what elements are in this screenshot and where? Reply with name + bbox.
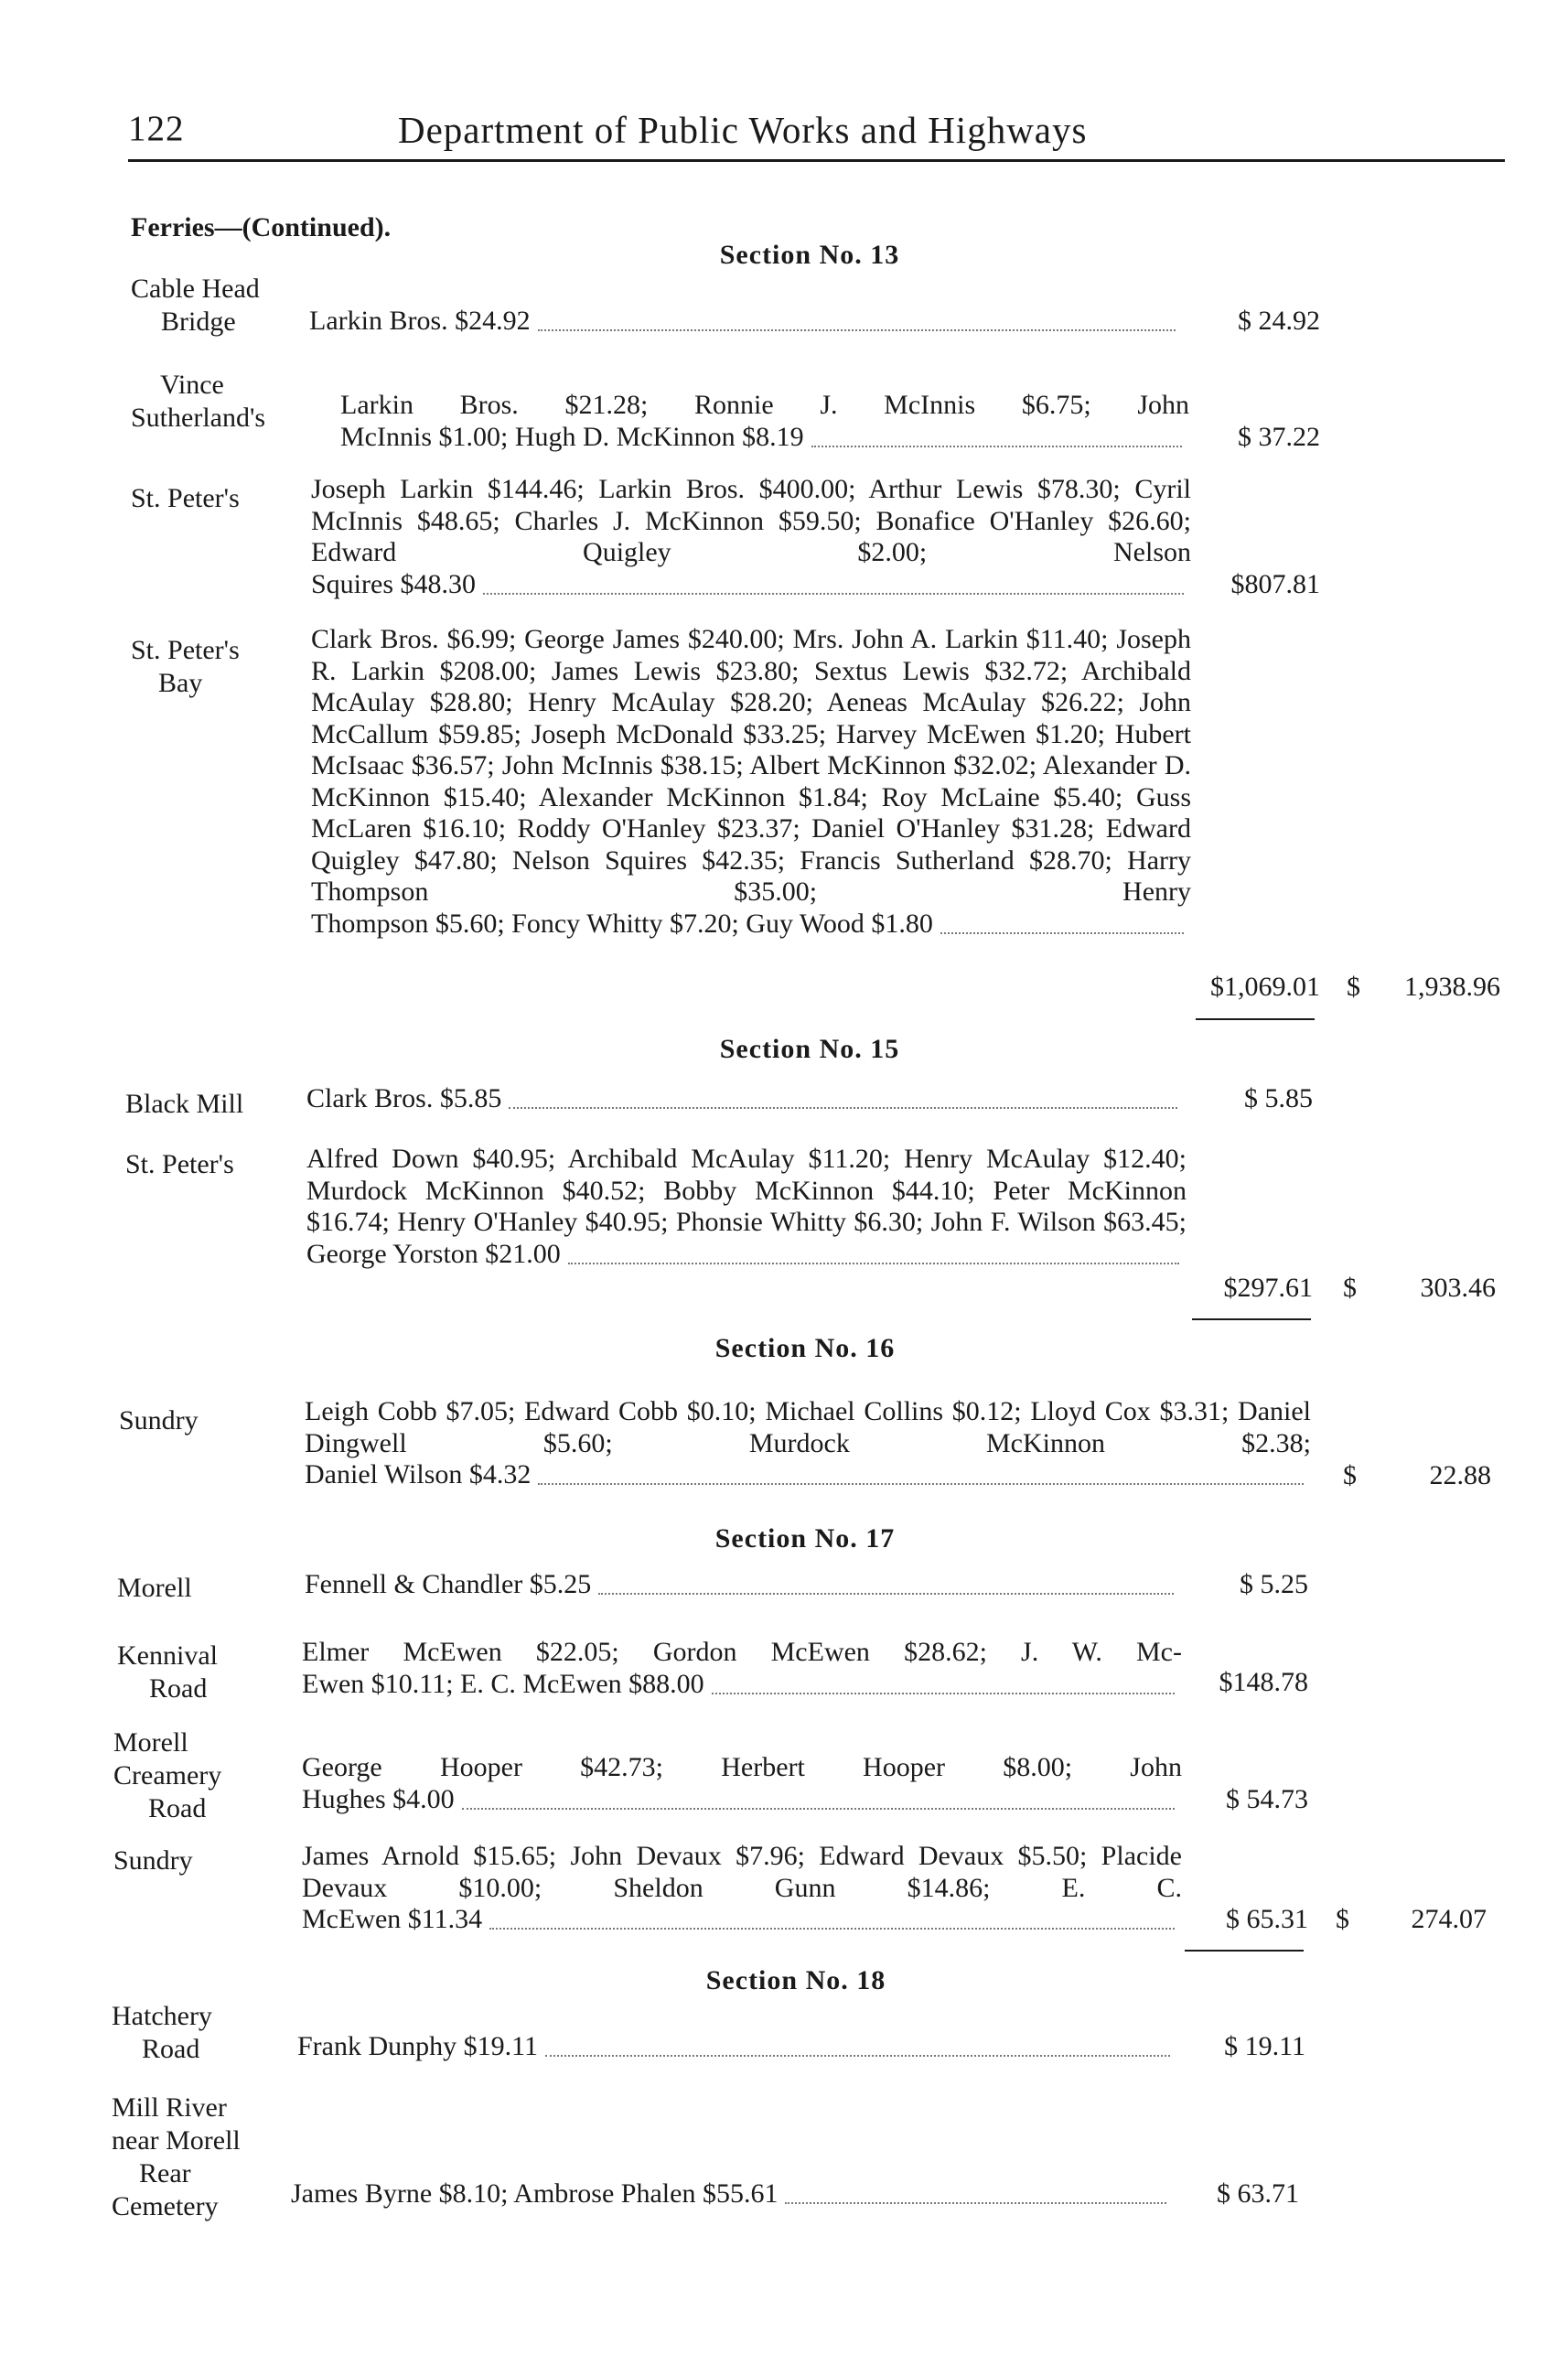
entry-text: Leigh Cobb $7.05; Edward Cobb $0.10; Michael Collins $0.12; Lloyd Cox $3.31; Daniel Dingwell $5.60; Murdock McKinnon $2.38; xyxy=(305,1396,1311,1458)
place-line: Creamery xyxy=(113,1760,222,1790)
place-morell-creamery-road xyxy=(113,1726,221,1825)
entry-text: Ewen $10.11; E. C. McEwen $88.00 xyxy=(302,1668,704,1699)
leader-dots xyxy=(940,925,1184,934)
place-mill-river xyxy=(112,2092,241,2223)
page-number: 122 xyxy=(128,109,185,148)
place-hatchery-road xyxy=(112,2000,212,2066)
leader-dots xyxy=(811,438,1182,447)
amount-vince-sutherlands: $ 37.22 xyxy=(1238,422,1320,452)
place-st-peters xyxy=(131,482,240,515)
place-line: St. Peter's xyxy=(131,483,240,513)
total-dollar-s13: $ xyxy=(1347,972,1360,1002)
amount-st-peters-bay: $1,069.01 xyxy=(1210,972,1320,1002)
leader-dots xyxy=(483,586,1184,595)
place-line: Vince xyxy=(160,370,224,400)
place-line: Black Mill xyxy=(125,1089,244,1119)
subtotal-rule xyxy=(1196,1018,1315,1020)
entry-text: McEwen $11.34 xyxy=(302,1904,483,1934)
place-cable-head-bridge xyxy=(131,273,260,339)
subtotal-rule xyxy=(1192,1318,1311,1320)
entry-text: Squires $48.30 xyxy=(311,568,476,599)
page-header xyxy=(128,108,1505,163)
place-line: Bridge xyxy=(161,306,236,337)
entry-mill-river xyxy=(291,2178,1174,2210)
leader-dots xyxy=(538,322,1176,331)
amount-kennival-road: $148.78 xyxy=(1219,1667,1308,1697)
entry-sundry-17 xyxy=(302,1841,1182,1936)
entry-st-peters xyxy=(311,474,1191,600)
entry-text: Daniel Wilson $4.32 xyxy=(305,1459,532,1489)
header-rule xyxy=(128,159,1505,162)
entry-text: George Yorston $21.00 xyxy=(306,1238,561,1269)
entry-text: Elmer McEwen $22.05; Gordon McEwen $28.62; J. W. Mc- xyxy=(302,1637,1182,1667)
entry-vince-sutherlands xyxy=(340,390,1189,453)
amount-morell-creamery-road: $ 54.73 xyxy=(1226,1784,1308,1814)
entry-st-peters-bay xyxy=(311,624,1191,940)
leader-dots xyxy=(568,1255,1179,1264)
entry-text: James Arnold $15.65; John Devaux $7.96; Edward Devaux $5.50; Placide Devaux $10.00; Sheldon Gunn $14.86; E. C. xyxy=(302,1841,1182,1903)
section-heading-17: Section No. 17 xyxy=(714,1523,896,1554)
place-line: Morell xyxy=(113,1727,188,1758)
entry-hatchery-road xyxy=(297,2031,1177,2063)
entry-text: Fennell & Chandler $5.25 xyxy=(305,1569,592,1599)
place-sundry-16 xyxy=(119,1404,199,1437)
total-s16: 22.88 xyxy=(1429,1460,1491,1490)
amount-st-peters-15: $297.61 xyxy=(1223,1273,1313,1303)
entry-text: Larkin Bros. $24.92 xyxy=(309,306,531,336)
place-line: Sundry xyxy=(113,1845,193,1876)
entry-kennival-road xyxy=(302,1637,1182,1700)
place-line: Road xyxy=(149,1673,208,1704)
amount-mill-river: $ 63.71 xyxy=(1217,2178,1299,2209)
place-line: Sutherland's xyxy=(131,403,266,433)
leader-dots xyxy=(598,1586,1174,1595)
place-line: Cable Head xyxy=(131,274,260,304)
place-st-peters-15 xyxy=(125,1148,234,1181)
entry-text: Joseph Larkin $144.46; Larkin Bros. $400.00; Arthur Lewis $78.30; Cyril McInnis $48.65; Charles J. McKinnon $59.50; Bonafice O'Hanley $26.60; Edward Quigley $2.00; Nelson xyxy=(311,474,1191,567)
place-vince-sutherlands xyxy=(131,369,266,435)
place-line: Bay xyxy=(158,668,203,698)
place-st-peters-bay xyxy=(131,634,240,700)
amount-sundry-17: $ 65.31 xyxy=(1226,1904,1308,1934)
total-dollar-s15: $ xyxy=(1343,1273,1357,1303)
place-morell xyxy=(117,1572,192,1605)
place-black-mill xyxy=(125,1088,243,1121)
entry-text: Hughes $4.00 xyxy=(302,1783,455,1814)
leader-dots xyxy=(538,1476,1304,1485)
leader-dots xyxy=(712,1685,1175,1694)
entry-cable-head-bridge xyxy=(309,306,1183,338)
continued-label: Ferries—(Continued). xyxy=(131,212,392,242)
place-line: Sundry xyxy=(119,1405,199,1436)
total-dollar-s16: $ xyxy=(1343,1460,1357,1490)
total-s13: 1,938.96 xyxy=(1404,972,1500,1002)
total-s15: 303.46 xyxy=(1420,1273,1496,1303)
total-s17: 274.07 xyxy=(1411,1904,1487,1934)
leader-dots xyxy=(462,1801,1175,1810)
entry-text: Clark Bros. $5.85 xyxy=(306,1083,502,1113)
leader-dots xyxy=(785,2195,1166,2204)
entry-text: Thompson $5.60; Foncy Whitty $7.20; Guy Wood $1.80 xyxy=(311,908,933,939)
entry-black-mill xyxy=(306,1083,1185,1115)
place-line: St. Peter's xyxy=(125,1149,234,1179)
entry-text: James Byrne $8.10; Ambrose Phalen $55.61 xyxy=(291,2178,779,2209)
entry-text: McInnis $1.00; Hugh D. McKinnon $8.19 xyxy=(340,421,804,452)
subtotal-rule xyxy=(1185,1950,1304,1952)
leader-dots xyxy=(509,1100,1177,1109)
amount-st-peters: $807.81 xyxy=(1230,569,1320,599)
entry-sundry-16 xyxy=(305,1396,1311,1491)
place-line: Cemetery xyxy=(112,2191,219,2221)
place-line: Road xyxy=(148,1793,207,1823)
place-line: St. Peter's xyxy=(131,635,240,665)
amount-morell: $ 5.25 xyxy=(1240,1569,1308,1599)
section-heading-15: Section No. 15 xyxy=(719,1034,900,1064)
amount-black-mill: $ 5.85 xyxy=(1244,1083,1313,1113)
amount-cable-head-bridge: $ 24.92 xyxy=(1238,306,1320,336)
entry-text: George Hooper $42.73; Herbert Hooper $8.00; John xyxy=(302,1752,1182,1782)
amount-hatchery-road: $ 19.11 xyxy=(1224,2031,1305,2061)
entry-st-peters-15 xyxy=(306,1144,1187,1270)
page-title: Department of Public Works and Highways xyxy=(398,109,1088,151)
total-dollar-s17: $ xyxy=(1336,1904,1349,1934)
place-sundry-17 xyxy=(113,1844,193,1877)
entry-text: Alfred Down $40.95; Archibald McAulay $11.20; Henry McAulay $12.40; Murdock McKinnon $40.52; Bobby McKinnon $44.10; Peter McKinnon $16.74; Henry O'Hanley $40.95; Phonsie Whitty $6.30; John F. Wilson $63.45; xyxy=(306,1144,1187,1237)
place-line: Morell xyxy=(117,1573,192,1603)
entry-morell-creamery-road xyxy=(302,1752,1182,1815)
leader-dots xyxy=(545,2048,1170,2057)
place-line: Hatchery xyxy=(112,2001,212,2031)
section-heading-16: Section No. 16 xyxy=(714,1333,896,1363)
entry-text: Frank Dunphy $19.11 xyxy=(297,2031,539,2061)
entry-text: Clark Bros. $6.99; George James $240.00; Mrs. John A. Larkin $11.40; Joseph R. Larkin $208.00; James Lewis $23.80; Sextus Lewis $32.72; Archibald McAulay $28.80; Henry McAulay $28.20; Aeneas McAulay $26.22; John McCallum $59.85; Joseph McDonald $33.25; Harvey McEwen $1.20; Hubert McIsaac $36.57; John McInnis $38.15; Albert McKinnon $32.02; Alexander D. McKinnon $15.40; Alexander McKinnon $1.84; Roy McLaine $5.40; Guss McLaren $16.10; Roddy O'Hanley $23.37; Daniel O'Hanley $31.28; Edward Quigley $47.80; Nelson Squires $42.35; Francis Sutherland $28.70; Harry Thompson $35.00; Henry xyxy=(311,624,1191,907)
section-heading-13: Section No. 13 xyxy=(719,240,900,270)
place-line: Road xyxy=(142,2034,200,2064)
entry-text: Larkin Bros. $21.28; Ronnie J. McInnis $6.75; John xyxy=(340,390,1189,420)
entry-morell xyxy=(305,1569,1181,1601)
place-line: near Morell xyxy=(112,2125,241,2156)
section-heading-18: Section No. 18 xyxy=(705,1965,886,1995)
place-line: Mill River xyxy=(112,2092,227,2123)
place-line: Kennival xyxy=(117,1640,218,1671)
leader-dots xyxy=(489,1920,1175,1930)
place-line: Rear xyxy=(139,2158,191,2188)
place-kennival-road xyxy=(117,1640,218,1705)
